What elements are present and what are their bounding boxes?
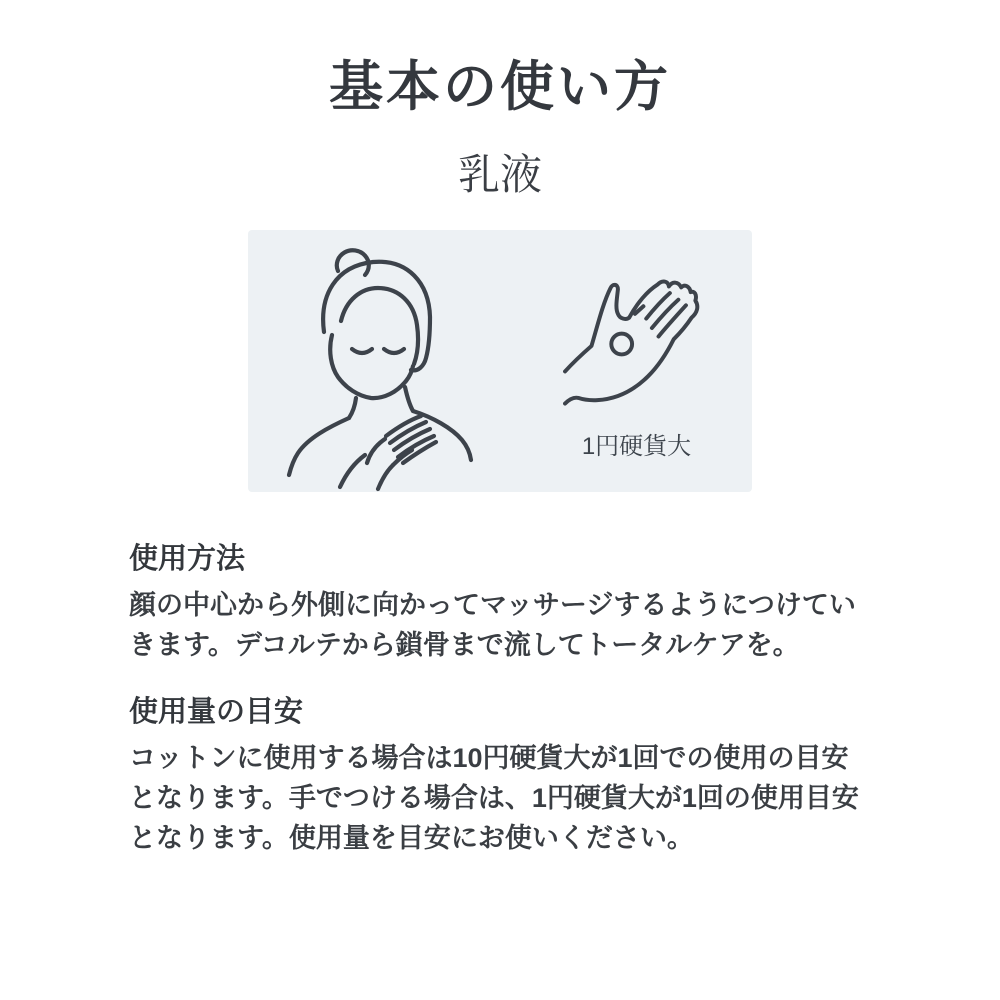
usage-amount-body: コットンに使用する場合は10円硬貨大が1回での使用の目安となります。手でつける場合は、1円硬貨大が1回の使用目安となります。使用量を目安にお使いください。 — [129, 742, 859, 853]
hand-with-coin-illustration — [563, 260, 738, 492]
product-type-subtitle: 乳液 — [457, 151, 542, 199]
usage-method-body: 顔の中心から外側に向かってマッサージするようにつけていきます。デコルテから鎖骨まで流してトータルケアを。 — [129, 590, 856, 661]
page-title: 基本の使い方 — [329, 57, 671, 117]
usage-amount-section — [129, 695, 871, 858]
woman-applying-lotion-illustration — [266, 237, 491, 492]
illustration-panel — [248, 230, 752, 492]
woman-face-neck-massage-icon — [266, 237, 491, 492]
open-palm-coin-size-icon — [563, 260, 738, 430]
usage-method-heading: 使用方法 — [129, 543, 246, 576]
instruction-sections — [129, 542, 871, 858]
usage-amount-heading: 使用量の目安 — [129, 696, 304, 729]
usage-method-section — [129, 542, 871, 665]
coin-size-label: 1円硬貨大 — [581, 433, 692, 461]
